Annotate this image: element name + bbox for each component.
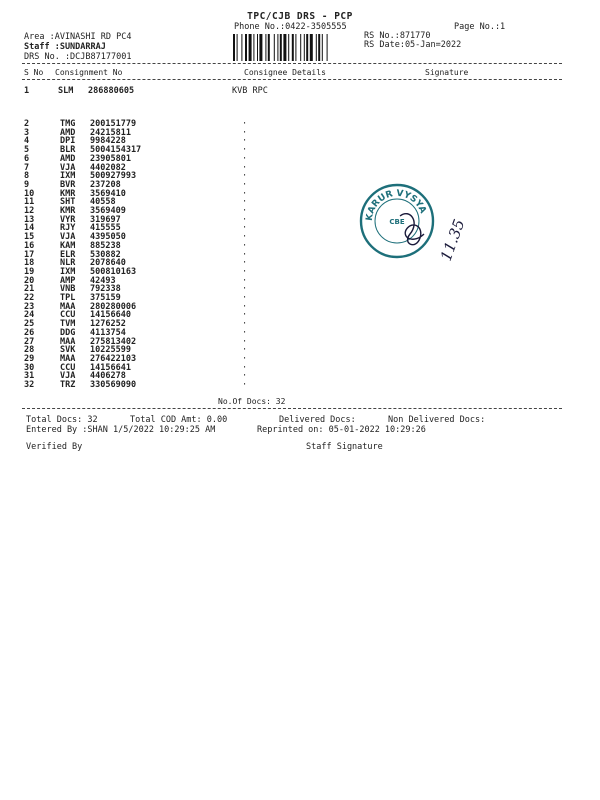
row-number: 330569090 (90, 380, 137, 391)
row-code: DPI (60, 136, 76, 147)
consignee-dot: · (242, 293, 248, 304)
document-title: TPC/CJB DRS - PCP (247, 11, 353, 22)
handwritten-signature (380, 204, 500, 270)
consignee-dot: · (242, 362, 248, 373)
barcode-image (232, 34, 356, 61)
row-sno: 6 (24, 153, 30, 164)
consignee-dot: · (242, 171, 248, 182)
row-sno: 9 (24, 179, 30, 190)
consignee-dot: · (242, 371, 248, 382)
row-number: 885238 (90, 240, 121, 251)
row-sno: 22 (24, 293, 35, 304)
table-row (22, 207, 262, 216)
barcode-bar (300, 34, 301, 61)
table-row (22, 346, 262, 355)
row-code: MAA (60, 353, 76, 364)
barcode-bar (249, 34, 252, 61)
divider (22, 79, 562, 80)
consignee-dot: · (242, 162, 248, 173)
row-code: VJA (60, 232, 76, 243)
row-code: TVM (60, 319, 76, 330)
row-sno: 11 (24, 197, 35, 208)
consignee-dot: · (242, 153, 248, 164)
table-row (22, 251, 262, 260)
barcode-bar (280, 34, 282, 61)
row-number: 9984228 (90, 136, 126, 147)
row-sno: 25 (24, 319, 35, 330)
row-sno: 21 (24, 284, 35, 295)
table-row (22, 372, 262, 381)
row-code: TMG (60, 119, 76, 129)
row-number: 14156641 (90, 362, 131, 373)
table-row (22, 181, 262, 190)
row-code: ELR (60, 249, 76, 260)
row-number: 792338 (90, 284, 121, 295)
barcode-bar (277, 34, 278, 61)
row-code: CCU (60, 362, 76, 373)
row-number: 276422103 (90, 353, 137, 364)
row-number: 237208 (90, 179, 121, 190)
barcode-bar (304, 34, 305, 61)
table-row (22, 311, 262, 320)
row-sno: 32 (24, 380, 35, 391)
row-number: 42493 (90, 275, 116, 286)
rs-number: RS No.:871770 (364, 31, 431, 41)
table-row (22, 233, 262, 242)
stamp-sub: CBE (389, 218, 405, 226)
row-code: IXM (60, 266, 76, 277)
row-sno: 18 (24, 258, 35, 269)
barcode-bar (268, 34, 270, 61)
consignee-dot: · (242, 214, 248, 225)
row-sno: 29 (24, 353, 35, 364)
row-sno: 26 (24, 327, 35, 338)
row-number: 1276252 (90, 319, 126, 330)
row-number: 24215811 (90, 127, 131, 138)
consignee-dot: · (242, 249, 248, 260)
row-code: SVK (60, 345, 76, 356)
delivered-docs: Delivered Docs: (279, 415, 356, 425)
row-number: 280280006 (90, 301, 137, 312)
staff-signature-label: Staff Signature (306, 442, 383, 452)
table-row (22, 242, 262, 251)
stamp-text: KARUR VYSYA (364, 188, 428, 222)
consignee-dot: · (242, 353, 248, 364)
row-number: 23905801 (90, 153, 131, 164)
consignment-table (22, 120, 262, 390)
barcode-bar (316, 34, 317, 61)
row-sno: 7 (24, 162, 30, 173)
row-sno: 8 (24, 171, 30, 182)
barcode-bar (310, 34, 313, 61)
consignee-dot: · (242, 145, 248, 156)
consignee-dot: · (242, 206, 248, 217)
column-header-consignee: Consignee Details (244, 68, 326, 77)
row-code: KAM (60, 240, 76, 251)
row-1-consignee: KVB RPC (232, 86, 268, 96)
barcode-bar (257, 34, 258, 61)
row-sno: 5 (24, 145, 30, 156)
staff-label: Staff :SUNDARRAJ (24, 42, 106, 52)
barcode-bar (295, 34, 296, 61)
barcode-bar (245, 34, 247, 61)
row-code: IXM (60, 171, 76, 182)
non-delivered-docs: Non Delivered Docs: (388, 415, 486, 425)
area-label: Area :AVINASHI RD PC4 (24, 32, 132, 42)
table-row (22, 285, 262, 294)
row-code: BLR (60, 145, 76, 156)
consignee-dot: · (242, 301, 248, 312)
row-sno: 17 (24, 249, 35, 260)
drs-number: DRS No. :DCJB87177001 (24, 52, 132, 62)
table-row (22, 155, 262, 164)
reprinted-on: Reprinted on: 05-01-2022 10:29:26 (257, 425, 426, 435)
consignee-dot: · (242, 310, 248, 321)
row-code: MAA (60, 301, 76, 312)
row-sno: 28 (24, 345, 35, 356)
consignee-dot: · (242, 319, 248, 330)
row-number: 14156640 (90, 310, 131, 321)
row-sno: 31 (24, 371, 35, 382)
row-sno: 19 (24, 266, 35, 277)
row-code: DDG (60, 327, 76, 338)
row-code: AMD (60, 153, 76, 164)
consignee-dot: · (242, 275, 248, 286)
table-row (22, 259, 262, 268)
table-row (22, 216, 262, 225)
table-row (22, 364, 262, 373)
barcode-bar (241, 34, 242, 61)
row-number: 500927993 (90, 171, 137, 182)
table-row (22, 164, 262, 173)
row-sno: 12 (24, 206, 35, 217)
row-sno: 14 (24, 223, 35, 234)
consignee-dot: · (242, 336, 248, 347)
row-code: TRZ (60, 380, 76, 391)
consignee-dot: · (242, 223, 248, 234)
table-row (22, 190, 262, 199)
row-code: AMD (60, 127, 76, 138)
table-row (22, 172, 262, 181)
consignee-dot: · (242, 380, 248, 391)
row-sno: 24 (24, 310, 35, 321)
table-row (22, 381, 262, 390)
barcode-bar (292, 34, 294, 61)
phone-number: Phone No.:0422-3505555 (234, 22, 347, 32)
barcode-bar (322, 34, 323, 61)
consignee-dot: · (242, 119, 248, 129)
row-number: 2078640 (90, 258, 126, 269)
row-code: BVR (60, 179, 76, 190)
consignee-dot: · (242, 327, 248, 338)
barcode-bar (306, 34, 308, 61)
consignee-dot: · (242, 345, 248, 356)
row-code: VYR (60, 214, 76, 225)
consignee-dot: · (242, 258, 248, 269)
row-code: AMP (60, 275, 76, 286)
page-number: Page No.:1 (454, 22, 506, 32)
consignee-dot: · (242, 232, 248, 243)
row-sno: 3 (24, 127, 30, 138)
barcode-bar (237, 34, 238, 61)
barcode-bar (274, 34, 275, 61)
row-sno: 27 (24, 336, 35, 347)
barcode-bar (265, 34, 266, 61)
row-number: 3569409 (90, 206, 126, 217)
total-cod-amount: Total COD Amt: 0.00 (130, 415, 228, 425)
row-number: 530882 (90, 249, 121, 260)
consignee-dot: · (242, 136, 248, 147)
divider (22, 408, 562, 409)
divider (22, 63, 562, 64)
row-sno: 10 (24, 188, 35, 199)
barcode-bar (283, 34, 286, 61)
row-sno: 20 (24, 275, 35, 286)
consignee-dot: · (242, 197, 248, 208)
row-number: 415555 (90, 223, 121, 234)
table-row (22, 146, 262, 155)
barcode-bar (259, 34, 262, 61)
no-of-docs: No.Of Docs: 32 (218, 397, 286, 406)
row-sno: 15 (24, 232, 35, 243)
table-row (22, 320, 262, 329)
consignee-dot: · (242, 127, 248, 138)
column-header-consignment: Consignment No (55, 68, 123, 77)
row-code: VNB (60, 284, 76, 295)
row-code: KMR (60, 206, 76, 217)
row-code: KMR (60, 188, 76, 199)
table-row (22, 268, 262, 277)
row-number: 4406278 (90, 371, 126, 382)
row-number: 4113754 (90, 327, 126, 338)
row-sno: 4 (24, 136, 30, 147)
row-number: 319697 (90, 214, 121, 225)
row-number: 275813402 (90, 336, 137, 347)
row-number: 200151779 (90, 119, 137, 129)
row-code: CCU (60, 310, 76, 321)
row-code: TPL (60, 293, 76, 304)
row-1-sno: 1 (24, 86, 30, 96)
row-sno: 23 (24, 301, 35, 312)
row-code: SHT (60, 197, 76, 208)
table-row (22, 294, 262, 303)
consignee-dot: · (242, 188, 248, 199)
barcode-bar (327, 34, 328, 61)
row-code: VJA (60, 162, 76, 173)
table-row (22, 303, 262, 312)
row-number: 10225599 (90, 345, 131, 356)
row-code: MAA (60, 336, 76, 347)
row-sno: 2 (24, 119, 30, 129)
barcode-bar (233, 34, 235, 61)
rs-date: RS Date:05-Jan=2022 (364, 40, 462, 50)
row-1-code: SLM (58, 86, 74, 96)
row-sno: 30 (24, 362, 35, 373)
barcode-bar (318, 34, 320, 61)
table-row (22, 129, 262, 138)
row-1-number: 286880605 (88, 86, 135, 96)
consignee-dot: · (242, 179, 248, 190)
table-row (22, 137, 262, 146)
barcode-bar (253, 34, 254, 61)
row-sno: 16 (24, 240, 35, 251)
table-row (22, 355, 262, 364)
table-row (22, 224, 262, 233)
row-number: 3569410 (90, 188, 126, 199)
table-row (22, 277, 262, 286)
row-code: VJA (60, 371, 76, 382)
row-number: 40558 (90, 197, 116, 208)
row-sno: 13 (24, 214, 35, 225)
table-row (22, 338, 262, 347)
row-number: 5004154317 (90, 145, 142, 156)
row-code: RJY (60, 223, 76, 234)
row-number: 500810163 (90, 266, 137, 277)
entered-by: Entered By :SHAN 1/5/2022 10:29:25 AM (26, 425, 216, 435)
column-header-signature: Signature (425, 68, 469, 77)
consignee-dot: · (242, 266, 248, 277)
consignee-dot: · (242, 240, 248, 251)
table-row (22, 120, 262, 129)
row-number: 4402082 (90, 162, 126, 173)
row-code: NLR (60, 258, 76, 269)
table-row (22, 198, 262, 207)
consignee-dot: · (242, 284, 248, 295)
total-docs: Total Docs: 32 (26, 415, 98, 425)
verified-by-label: Verified By (26, 442, 83, 452)
row-number: 4395050 (90, 232, 126, 243)
column-header-sno: S No (24, 68, 44, 77)
table-row (22, 329, 262, 338)
row-number: 375159 (90, 293, 121, 304)
signature-time-note: 11.35 (436, 216, 469, 264)
barcode-bar (288, 34, 289, 61)
